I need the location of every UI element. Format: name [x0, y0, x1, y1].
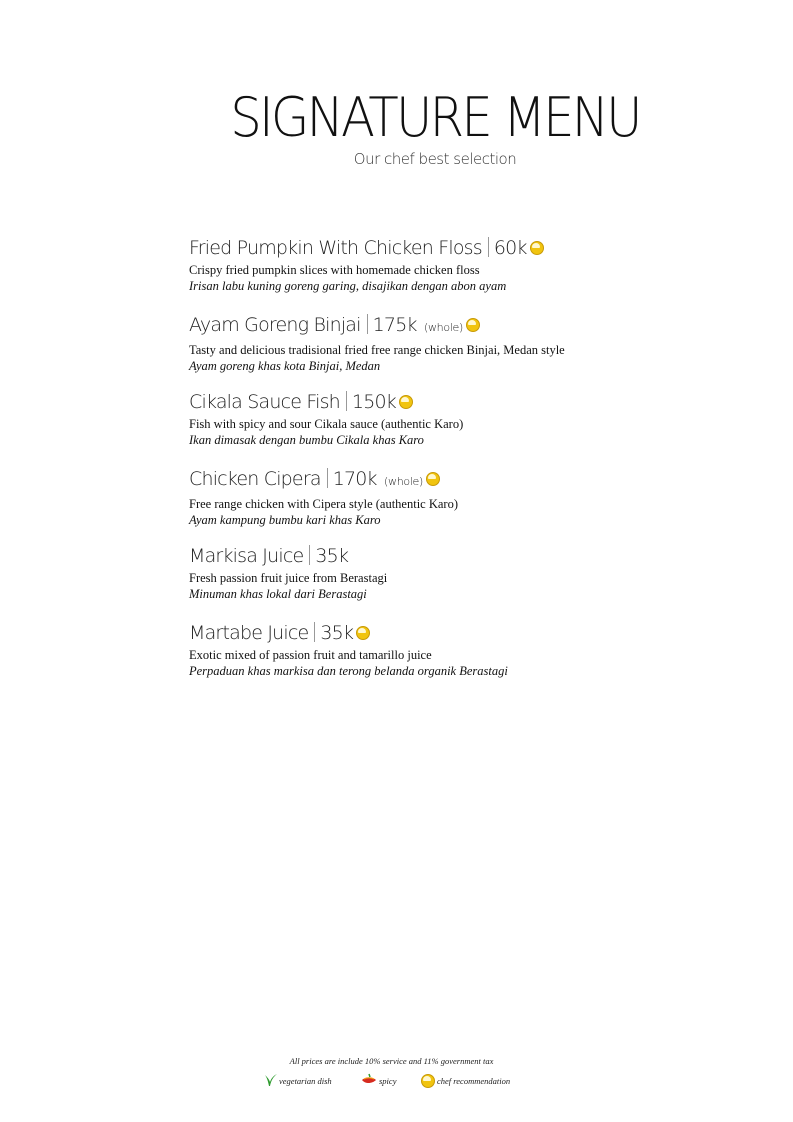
- menu-item-heading: [189, 542, 749, 570]
- menu-item-name: Martabe Juice: [189, 622, 309, 644]
- menu-item-description-en: Fish with spicy and sour Cikala sauce (authentic Karo): [189, 417, 464, 431]
- menu-item-price: 60k: [493, 237, 527, 259]
- legend-label: spicy: [379, 1076, 397, 1086]
- divider: [367, 314, 368, 334]
- divider: [309, 545, 310, 565]
- page-title: SIGNATURE MENU: [230, 86, 640, 149]
- menu-item-price: 170k: [332, 468, 377, 490]
- divider: [314, 622, 315, 642]
- legend-label: vegetarian dish: [279, 1076, 332, 1086]
- menu-item-portion: (whole): [384, 475, 424, 488]
- menu-item: [189, 311, 749, 388]
- menu-item-name: Chicken Cipera: [189, 468, 321, 490]
- menu-item-description-id: Ikan dimasak dengan bumbu Cikala khas Karo: [189, 433, 424, 447]
- menu-item-price: 175k: [372, 314, 417, 336]
- menu-item-description-en: Crispy fried pumpkin slices with homemade chicken floss: [189, 263, 480, 277]
- vegetarian-leaf-icon: [264, 1073, 278, 1087]
- menu-item-price: 150k: [351, 391, 396, 413]
- menu-item-heading: [189, 234, 749, 262]
- menu-list: [189, 234, 749, 696]
- menu-item-description-id: Irisan labu kuning goreng garing, disajikan dengan abon ayam: [189, 279, 507, 293]
- chef-hat-icon: [530, 241, 544, 255]
- menu-item: [189, 542, 749, 619]
- divider: [346, 391, 347, 411]
- menu-item-description-en: Tasty and delicious tradisional fried free range chicken Binjai, Medan style: [189, 343, 565, 357]
- chili-pepper-icon: [361, 1073, 377, 1087]
- chef-hat-icon: [399, 395, 413, 409]
- menu-item-price: 35k: [315, 545, 349, 567]
- menu-item-description-id: Ayam goreng khas kota Binjai, Medan: [189, 359, 381, 373]
- divider: [488, 237, 489, 257]
- menu-item: [189, 465, 749, 542]
- page-subtitle: Our chef best selection: [353, 150, 517, 168]
- menu-item-name: Cikala Sauce Fish: [189, 391, 340, 413]
- menu-item-heading: [189, 311, 749, 342]
- menu-item: [189, 234, 749, 311]
- menu-item: [189, 619, 749, 696]
- menu-item-description-id: Minuman khas lokal dari Berastagi: [189, 587, 367, 601]
- menu-item-heading: [189, 465, 749, 496]
- menu-item-heading: [189, 388, 749, 416]
- legend-label: chef recommendation: [437, 1076, 511, 1086]
- menu-item-heading: [189, 619, 749, 647]
- chef-hat-icon: [356, 626, 370, 640]
- menu-item: [189, 388, 749, 465]
- menu-item-description-en: Fresh passion fruit juice from Berastagi: [189, 571, 388, 585]
- chef-hat-icon: [421, 1074, 435, 1088]
- chef-hat-icon: [426, 472, 440, 486]
- price-note: All prices are include 10% service and 11% government tax: [289, 1056, 494, 1066]
- menu-item-price: 35k: [320, 622, 354, 644]
- menu-item-description-en: Exotic mixed of passion fruit and tamarillo juice: [189, 648, 432, 662]
- menu-item-description-id: Perpaduan khas markisa dan terong belanda organik Berastagi: [189, 664, 508, 678]
- menu-item-description-id: Ayam kampung bumbu kari khas Karo: [189, 513, 381, 527]
- menu-item-name: Fried Pumpkin With Chicken Floss: [189, 237, 482, 259]
- menu-item-portion: (whole): [423, 321, 463, 334]
- divider: [327, 468, 328, 488]
- menu-item-name: Ayam Goreng Binjai: [189, 314, 361, 336]
- menu-item-name: Markisa Juice: [189, 545, 304, 567]
- menu-item-description-en: Free range chicken with Cipera style (authentic Karo): [189, 497, 458, 511]
- chef-hat-icon: [466, 318, 480, 332]
